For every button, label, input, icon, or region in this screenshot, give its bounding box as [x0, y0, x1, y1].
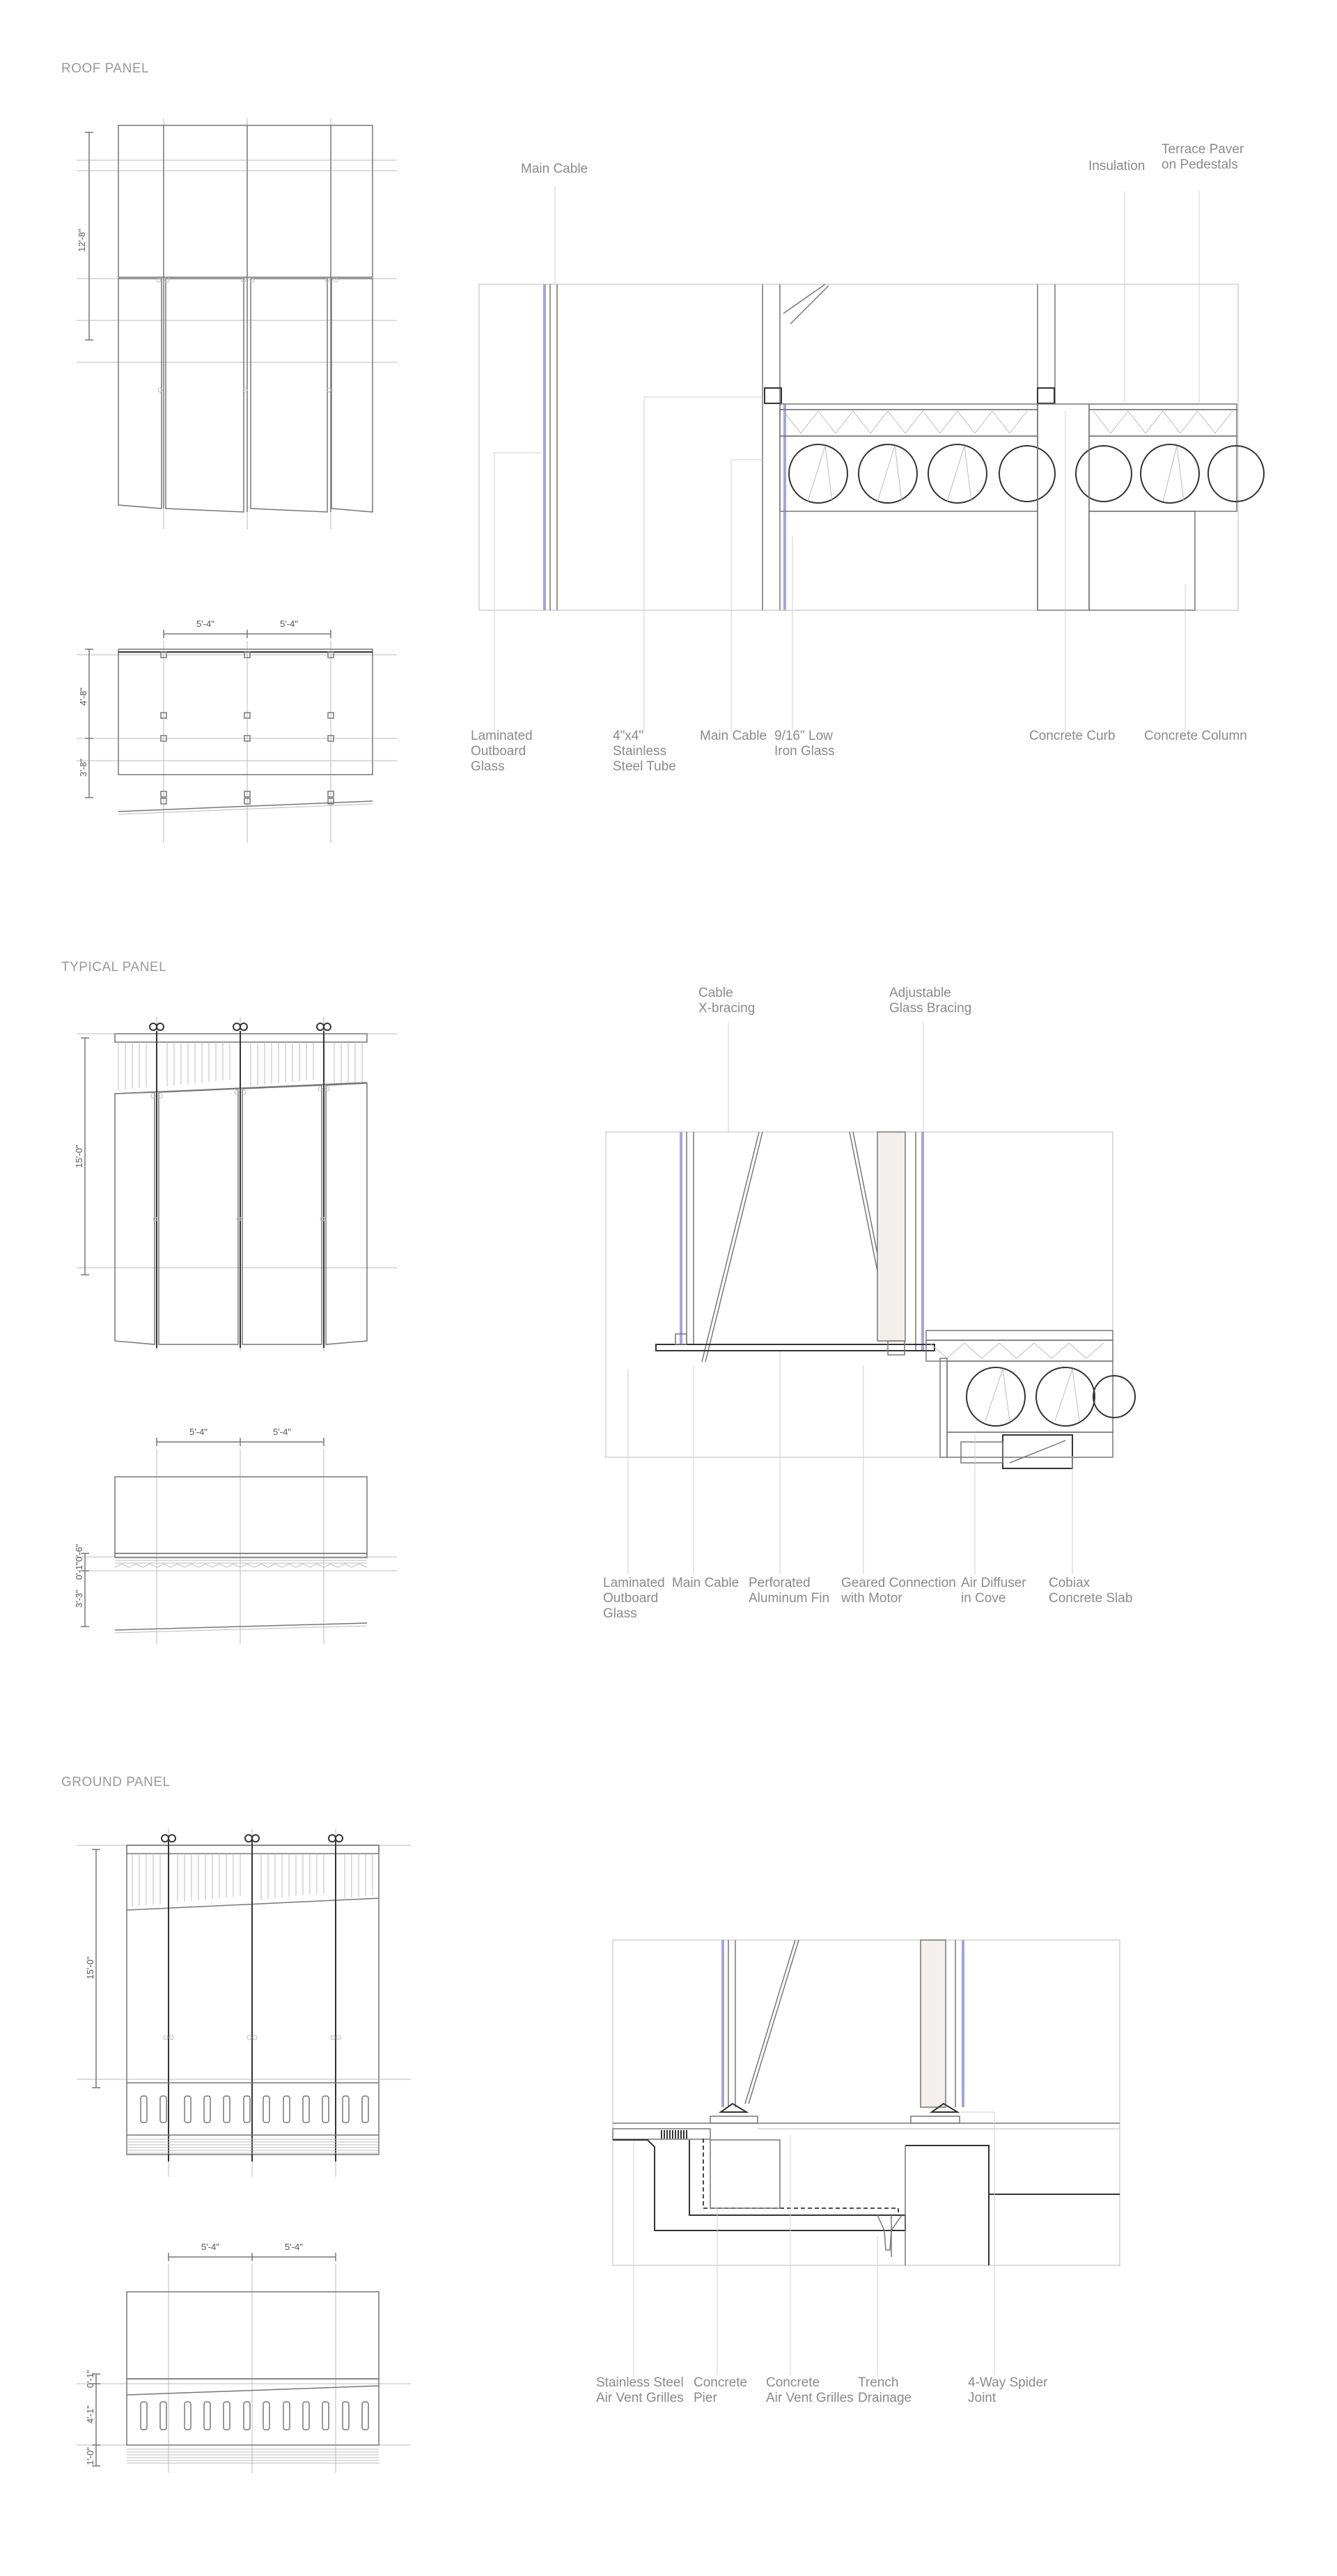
roof-label-steel-tube: 4"x4" Stainless Steel Tube — [613, 729, 676, 774]
ground-height-dim: 15'-0" — [85, 1956, 95, 1980]
ground-detail-drawing — [599, 1930, 1142, 2431]
ground-bay2-dim: 5'-4" — [285, 2242, 303, 2252]
roof-label-insulation: Insulation — [1088, 159, 1146, 173]
roof-label-main-cable-top: Main Cable — [521, 162, 588, 176]
ground-plan-drawing — [77, 2236, 411, 2473]
ground-label-spider-joint: 4-Way Spider Joint — [968, 2375, 1048, 2405]
typical-detail-drawing — [599, 989, 1156, 1616]
roof-detail-drawing — [474, 174, 1288, 745]
roof-bay2-dim: 5'-4" — [280, 619, 298, 629]
ground-label-steel-grilles: Stainless Steel Air Vent Grilles — [596, 2375, 684, 2405]
ground-panel-title: GROUND PANEL — [61, 1775, 171, 1790]
ground-bay1-dim: 5'-4" — [201, 2242, 219, 2252]
typical-label-perforated-fin: Perforated Aluminum Fin — [749, 1576, 830, 1606]
ground-elevation-drawing — [77, 1829, 411, 2177]
typical-label-main-cable: Main Cable — [672, 1576, 740, 1590]
ground-label-trench-drainage: Trench Drainage — [858, 2375, 912, 2405]
typical-label-adjustable-bracing: Adjustable Glass Bracing — [889, 986, 972, 1016]
roof-plan-v2-dim: 3'-8" — [78, 759, 88, 777]
ground-plan-v1-dim: 0'-1" — [85, 2370, 95, 2388]
typical-label-cable-xbracing: Cable X-bracing — [698, 986, 756, 1016]
typical-bay2-dim: 5'-4" — [273, 1427, 291, 1437]
roof-label-concrete-curb: Concrete Curb — [1029, 729, 1116, 743]
roof-label-laminated-glass: Laminated Outboard Glass — [471, 729, 533, 774]
typical-label-air-diffuser: Air Diffuser in Cove — [961, 1576, 1026, 1606]
roof-label-low-iron-glass: 9/16" Low Iron Glass — [774, 729, 835, 759]
typical-plan-v1-dim: 0'-1"0'-6" — [74, 1544, 84, 1580]
ground-label-concrete-pier: Concrete Pier — [694, 2375, 748, 2405]
ground-label-concrete-grilles: Concrete Air Vent Grilles — [766, 2375, 854, 2405]
roof-height-dim: 12'-8" — [77, 228, 87, 252]
roof-label-main-cable-bottom: Main Cable — [700, 729, 767, 743]
roof-plan-v1-dim: 4'-8" — [78, 688, 88, 706]
typical-label-cobiax-slab: Cobiax Concrete Slab — [1049, 1576, 1133, 1606]
roof-label-concrete-column: Concrete Column — [1144, 729, 1247, 743]
typical-elevation-drawing — [74, 1017, 397, 1351]
roof-label-terrace-paver: Terrace Paver on Pedestals — [1162, 142, 1244, 172]
roof-plan-drawing — [77, 613, 397, 843]
ground-plan-v3-dim: 1'-0" — [85, 2447, 95, 2465]
typical-plan-drawing — [74, 1421, 397, 1644]
typical-label-geared-connection: Geared Connection with Motor — [841, 1576, 956, 1606]
typical-plan-v2-dim: 3'-3" — [74, 1590, 84, 1608]
roof-bay1-dim: 5'-4" — [196, 619, 214, 629]
typical-panel-title: TYPICAL PANEL — [61, 960, 167, 975]
roof-panel-title: ROOF PANEL — [61, 61, 150, 76]
typical-height-dim: 15'-0" — [74, 1145, 84, 1168]
ground-plan-v2-dim: 4'-1" — [85, 2405, 95, 2423]
roof-elevation-drawing — [77, 118, 397, 529]
typical-label-laminated-glass: Laminated Outboard Glass — [603, 1576, 665, 1621]
typical-bay1-dim: 5'-4" — [189, 1427, 208, 1437]
